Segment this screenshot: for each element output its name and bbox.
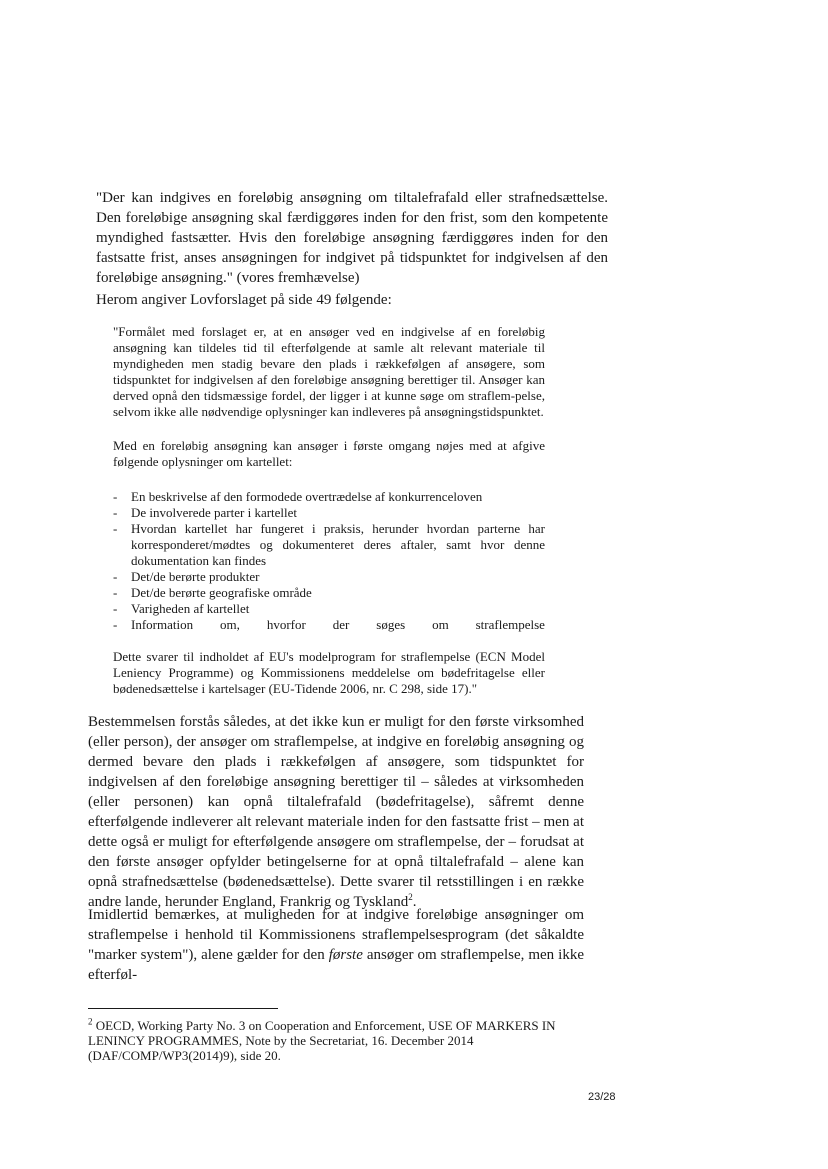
list-item: - Det/de berørte geografiske område (113, 585, 312, 600)
paragraph-4: Imidlertid bemærkes, at muligheden for at indgive foreløbige ansøgninger om straflempelse i henhold til Kommissionens straflempelsesprogram (det såkaldte "marker system"), alene gælder for den første ansøger om straflempelse, men ikke efterføl- (88, 907, 584, 983)
list-item: - Hvordan kartellet har fungeret i praksis, herunder hvordan parterne har korresponderet/mødtes og dokumenteret deres aftaler, samt hvor denne dokumentation kan findes (113, 521, 545, 568)
footnote-divider (88, 1008, 278, 1009)
analysis-paragraph (88, 712, 584, 912)
paragraph-3: Bestemmelsen forstås således, at det ikke kun er muligt for den første virksomhed (eller person), der ansøger om straflempelse, at indgive en foreløbig ansøgning og dermed bevare den plads i rækkefølgen af ansøgere, som tidspunktet for indgivelsen af den foreløbige ansøgning berettiger til – således at virksomheden (eller personen) kan opnå tiltalefrafald (bødefritagelse), såfremt denne efterfølgende indleverer alt relevant materiale inden for den fastsatte frist – men at dette også er muligt for efterfølgende ansøgere om straflempelse, der – forudsat at den første ansøger opfylder betingelserne for at opnå tiltalefrafald – alene kan opnå strafnedsættelse (bødenedsættelse). Dette svarer til retsstillingen i en række andre lande, herunder England, Frankrig og Tyskland$^2$. (88, 714, 584, 910)
block-quote (113, 324, 545, 697)
list-item: - En beskrivelse af den formodede overtrædelse af konkurrenceloven (113, 489, 483, 504)
quote-list (113, 489, 545, 633)
intro-paragraph (96, 290, 608, 310)
list-item: - De involverede parter i kartellet (113, 505, 298, 520)
quote-paragraph-3: Dette svarer til indholdet af EU's modelprogram for straflempelse (ECN Model Leniency Programme) og Kommissionens meddelelse om bødefritagelse eller bødenedsættelse i kartelsager (EU-Tidende 2006, nr. C 298, side 17)." (113, 649, 545, 696)
closing-paragraph (88, 905, 584, 985)
footnote-number: 2 (88, 1016, 93, 1027)
emphasis-first: første (328, 947, 363, 963)
quote-paragraph-2: Med en foreløbig ansøgning kan ansøger i første omgang nøjes med at afgive følgende oplysninger om kartellet: (113, 438, 545, 469)
paragraph-1: "Der kan indgives en foreløbig ansøgning om tiltalefrafald eller strafnedsættelse. Den foreløbige ansøgning skal færdiggøres inden for den frist, som den kompetente myndighed fastsætter. Hvis den foreløbige ansøgning færdiggøres inden for den fastsatte frist, anses ansøgningen for indgivet på tidspunktet for indgivelsen af den foreløbige ansøgning." (vores fremhævelse) (96, 190, 608, 286)
quoted-law-paragraph (96, 188, 608, 288)
list-item: - Varigheden af kartellet (113, 601, 250, 616)
footnote (88, 1018, 558, 1063)
footnote-reference: 2 (408, 892, 413, 902)
paragraph-2: Herom angiver Lovforslaget på side 49 følgende: (96, 292, 392, 308)
list-item: - Information om, hvorfor der søges om straflempelse (113, 617, 545, 632)
list-item: - Det/de berørte produkter (113, 569, 260, 584)
footnote-text: OECD, Working Party No. 3 on Cooperation and Enforcement, USE OF MARKERS IN LENINCY PROGRAMMES, Note by the Secretariat, 16. December 2014 (DAF/COMP/WP3(2014)9), side 20. (88, 1018, 556, 1063)
page-number: 23/28 (588, 1091, 616, 1103)
quote-paragraph-1: "Formålet med forslaget er, at en ansøger ved en indgivelse af en foreløbig ansøgning kan tildeles tid til efterfølgende at samle alt relevant materiale til myndigheden men stadig bevare den plads i rækkefølgen af ansøgere, som tidspunktet for indgivelsen af den foreløbige ansøgning berettiger til. Ansøger kan derved opnå den tidsmæssige fordel, der ligger i at kunne søge om straflem-pelse, selvom ikke alle nødvendige oplysninger kan indleveres på ansøgningstidspunktet. (113, 324, 545, 419)
